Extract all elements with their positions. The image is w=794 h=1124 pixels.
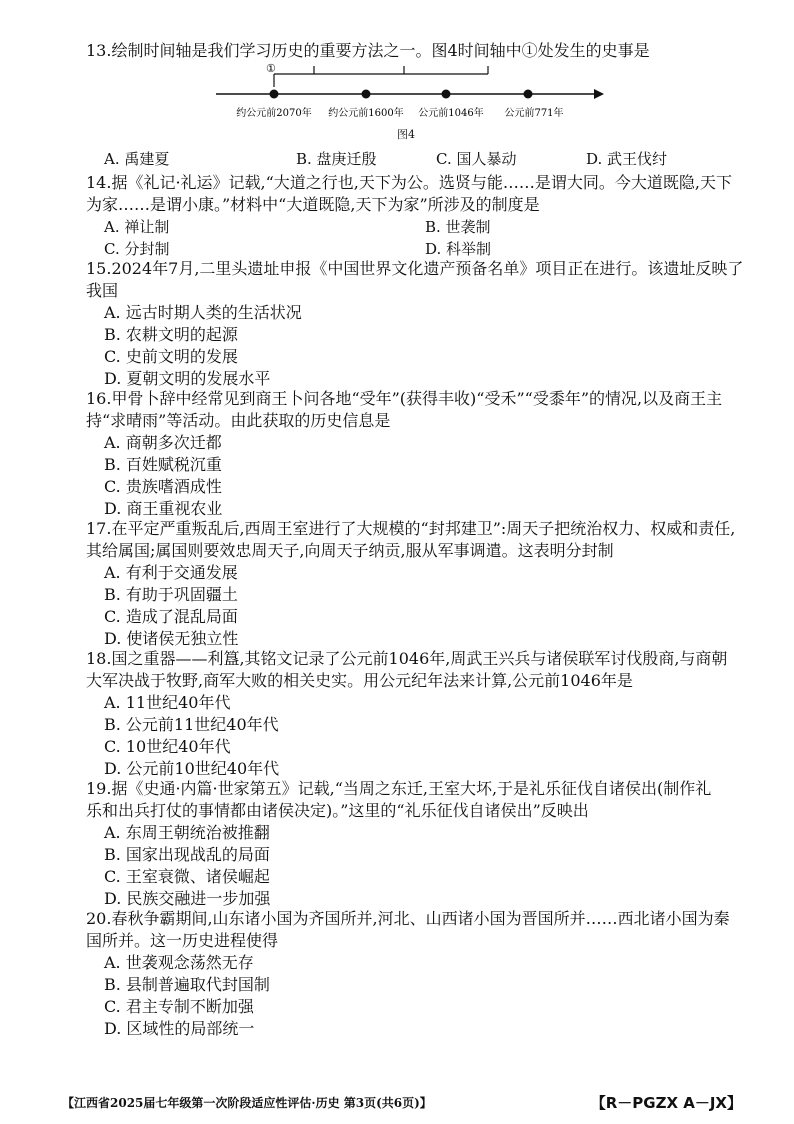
question-stem-line: 16.甲骨卜辞中经常见到商王卜问各地“受年”(获得丰收)“受禾”“受黍年”的情况,以及商王主 — [86, 389, 723, 408]
timeline-point — [524, 90, 533, 99]
option-c[interactable]: C. 王室衰微、诸侯崛起 — [104, 867, 270, 886]
option-c[interactable]: C. 造成了混乱局面 — [104, 607, 238, 626]
timeline-point — [442, 90, 451, 99]
option-c[interactable]: C. 贵族嗜酒成性 — [104, 477, 222, 496]
option-c[interactable]: C. 史前文明的发展 — [104, 347, 238, 366]
timeline-point — [270, 90, 279, 99]
option-b[interactable]: B. 农耕文明的起源 — [104, 325, 238, 344]
option-d[interactable]: D. 区域性的局部统一 — [104, 1019, 255, 1038]
option-c[interactable]: C. 10世纪40年代 — [104, 737, 231, 756]
option-a[interactable]: A. 有利于交通发展 — [104, 563, 238, 582]
option-b[interactable]: B. 县制普遍取代封国制 — [104, 975, 270, 994]
question-17 — [86, 518, 746, 650]
question-18 — [86, 648, 746, 780]
question-stem-line: 19.据《史通·内篇·世家第五》记载,“当周之东迁,王室大坏,于是礼乐征伐自诸侯出(制作礼 — [86, 779, 712, 798]
question-stem-line: 乐和出兵打仗的事情都由诸侯决定)。”这里的“礼乐征伐自诸侯出”反映出 — [86, 801, 589, 820]
option-c[interactable]: C. 国人暴动 — [436, 150, 517, 168]
option-b[interactable]: B. 公元前11世纪40年代 — [104, 715, 279, 734]
option-a[interactable]: A. 远古时期人类的生活状况 — [104, 303, 302, 322]
timeline-date: 约公元前2070年 — [236, 108, 312, 119]
question-15 — [86, 258, 746, 390]
option-d[interactable]: D. 使诸侯无独立性 — [104, 629, 239, 648]
timeline-figure — [216, 58, 606, 124]
option-b[interactable]: B. 盘庚迁殷 — [296, 150, 377, 168]
timeline-marker-1: ① — [266, 62, 276, 75]
question-stem-line: 15.2024年7月,二里头遗址申报《中国世界文化遗产预备名单》项目正在进行。该遗址反映了 — [86, 259, 744, 278]
question-stem-line: 14.据《礼记·礼运》记载,“大道之行也,天下为公。选贤与能……是谓大同。今大道既隐,天下 — [86, 173, 732, 192]
question-stem-line: 持“求晴雨”等活动。由此获取的历史信息是 — [86, 411, 391, 430]
option-d[interactable]: D. 公元前10世纪40年代 — [104, 759, 280, 778]
option-a[interactable]: A. 商朝多次迁都 — [104, 433, 222, 452]
option-a[interactable]: A. 11世纪40年代 — [104, 693, 231, 712]
timeline-date: 约公元前1600年 — [328, 108, 404, 119]
option-d[interactable]: D. 夏朝文明的发展水平 — [104, 369, 271, 388]
option-a[interactable]: A. 禹建夏 — [104, 150, 170, 168]
question-13-stem: 13.绘制时间轴是我们学习历史的重要方法之一。图4时间轴中①处发生的史事是 — [86, 41, 650, 60]
question-14 — [86, 172, 746, 260]
question-stem-line: 18.国之重器——利簋,其铭文记录了公元前1046年,周武王兴兵与诸侯联军讨伐殷商,与商朝 — [86, 649, 728, 668]
footer-code: 【R－PGZX A－JX】 — [590, 1093, 742, 1112]
option-a[interactable]: A. 东周王朝统治被推翻 — [104, 823, 270, 842]
option-c[interactable]: C. 君主专制不断加强 — [104, 997, 254, 1016]
timeline-point — [362, 90, 371, 99]
question-20 — [86, 908, 746, 1040]
timeline-date: 公元前771年 — [504, 108, 564, 119]
option-d[interactable]: D. 科举制 — [425, 240, 492, 258]
option-c[interactable]: C. 分封制 — [104, 240, 170, 258]
option-a[interactable]: A. 世袭观念荡然无存 — [104, 953, 254, 972]
question-13-options — [86, 148, 746, 170]
option-a[interactable]: A. 禅让制 — [104, 218, 170, 236]
question-stem-line: 为家……是谓小康。”材料中“大道既隐,天下为家”所涉及的制度是 — [86, 195, 540, 214]
question-stem-line: 17.在平定严重叛乱后,西周王室进行了大规模的“封邦建卫”:周天子把统治权力、权威和责任, — [86, 519, 736, 538]
question-stem-line: 我国 — [86, 281, 119, 300]
option-b[interactable]: B. 世袭制 — [425, 218, 491, 236]
option-d[interactable]: D. 商王重视农业 — [104, 499, 223, 518]
option-d[interactable]: D. 民族交融进一步加强 — [104, 889, 271, 908]
option-b[interactable]: B. 百姓赋税沉重 — [104, 455, 222, 474]
option-b[interactable]: B. 国家出现战乱的局面 — [104, 845, 270, 864]
figure-caption: 图4 — [397, 128, 415, 141]
option-b[interactable]: B. 有助于巩固疆土 — [104, 585, 238, 604]
footer-exam-info: 【江西省2025届七年级第一次阶段适应性评估·历史 第3页(共6页)】 — [62, 1095, 432, 1110]
question-19 — [86, 778, 746, 910]
page-footer — [62, 1090, 742, 1114]
question-stem-line: 其给属国;属国则要效忠周天子,向周天子纳贡,服从军事调遣。这表明分封制 — [86, 541, 614, 560]
question-16 — [86, 388, 746, 520]
timeline-arrow-icon — [594, 89, 604, 99]
question-stem-line: 国所并。这一历史进程使得 — [86, 931, 279, 950]
question-stem-line: 20.春秋争霸期间,山东诸小国为齐国所并,河北、山西诸小国为晋国所并……西北诸小国为秦 — [86, 909, 730, 928]
option-d[interactable]: D. 武王伐纣 — [586, 150, 668, 168]
question-stem-line: 大军决战于牧野,商军大败的相关史实。用公元纪年法来计算,公元前1046年是 — [86, 671, 633, 690]
timeline-date: 公元前1046年 — [418, 108, 484, 119]
